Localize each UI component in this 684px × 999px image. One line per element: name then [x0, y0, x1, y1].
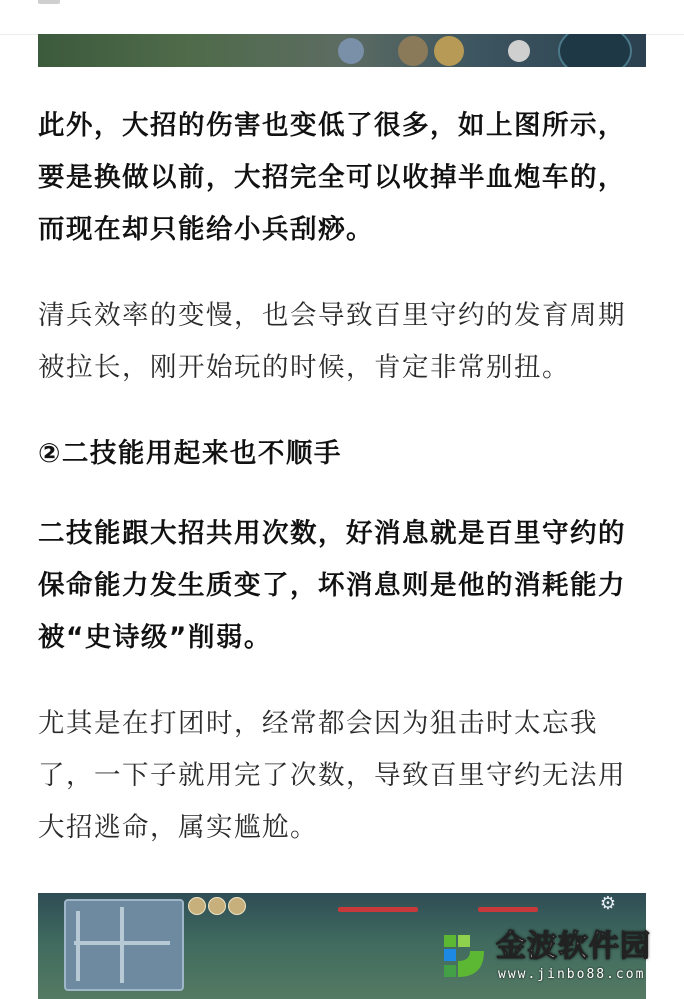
section-heading-skill-two: ②二技能用起来也不顺手	[38, 438, 342, 469]
minimap-lane	[120, 907, 124, 983]
health-bar	[338, 907, 418, 912]
hud-skill-icon	[508, 40, 530, 62]
paragraph-shared-charges: 二技能跟大招共用次数，好消息就是百里守约的保命能力发生质变了，坏消息则是他的消耗能力被“史诗级”削弱。	[38, 518, 626, 653]
minimap	[64, 899, 184, 991]
game-screenshot-top	[38, 34, 646, 67]
hud-joystick	[558, 34, 632, 67]
watermark	[410, 919, 660, 995]
gear-icon: ⚙	[599, 893, 616, 914]
hud-skill-icon	[434, 36, 464, 66]
top-bar	[0, 0, 684, 35]
hero-portrait-icon	[228, 897, 246, 915]
health-bar	[478, 907, 538, 912]
jinbo-logo-icon	[440, 931, 490, 981]
paragraph-farming-speed: 清兵效率的变慢，也会导致百里守约的发育周期被拉长，刚开始玩的时候，肯定非常别扭。	[38, 300, 626, 383]
paragraph-ult-damage: 此外，大招的伤害也变低了很多，如上图所示，要是换做以前，大招完全可以收掉半血炮车的，而现在却只能给小兵刮痧。	[38, 110, 626, 245]
top-bar-mark	[38, 0, 60, 4]
hero-portrait-icon	[188, 897, 206, 915]
watermark-name: 金波软件园	[496, 929, 651, 964]
minimap-lane	[76, 911, 80, 981]
hero-portrait-icon	[208, 897, 226, 915]
hud-skill-icon	[398, 36, 428, 66]
watermark-url: www.jinbo88.com	[498, 967, 646, 982]
paragraph-teamfight: 尤其是在打团时，经常都会因为狙击时太忘我了，一下子就用完了次数，导致百里守约无法用大招逃命，属实尴尬。	[38, 708, 626, 843]
hud-skill-icon	[338, 38, 364, 64]
